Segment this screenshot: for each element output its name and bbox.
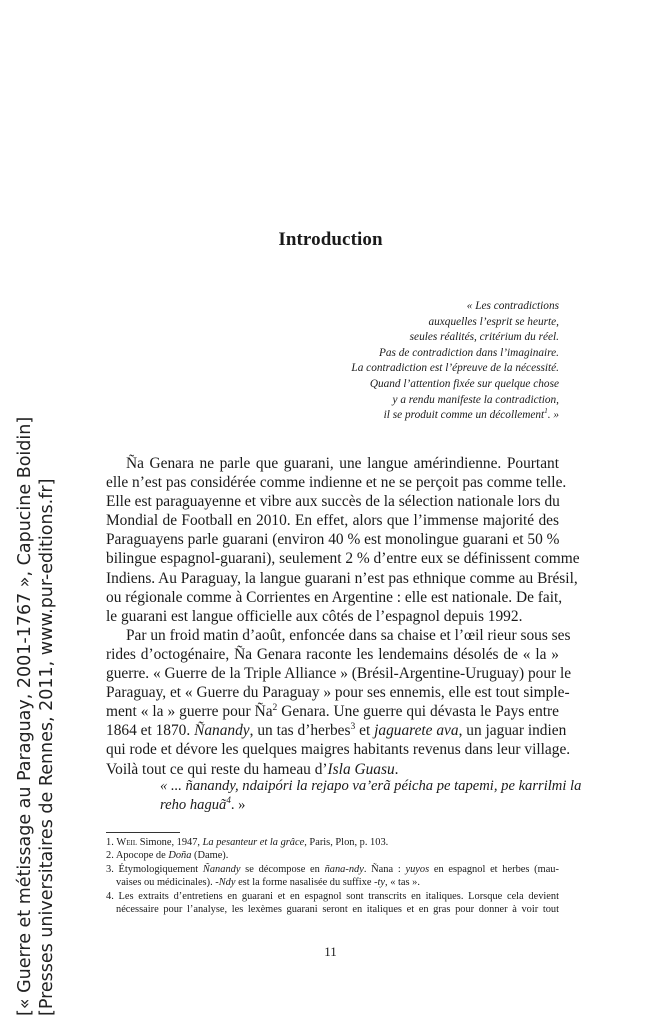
footnote-separator <box>106 832 180 833</box>
credit-line: [« Guerre et métissage au Paraguay, 2001-1767 », Capucine Boidin] <box>15 416 35 1016</box>
paragraph-line: Paraguay, et « Guerre du Paraguay » pour ses ennemis, elle est tout simple- <box>106 684 570 702</box>
body-text <box>106 454 580 779</box>
paragraph-line: Par un froid matin d’août, enfoncée dans sa chaise et l’œil rieur sous ses <box>126 626 571 644</box>
paragraph-line: Paraguayens parle guarani (environ 40 % est monolingue guarani et 50 % <box>106 531 560 549</box>
epigraph-line: y a rendu manifeste la contradiction, <box>392 393 559 406</box>
footnote-4: 4. Les extraits d’entretiens en guarani et en espagnol sont transcrits en italiques. Lorsque cela devient <box>106 890 559 902</box>
paragraph-line: 1864 et 1870. Ñanandy, un tas d’herbes$^3$ et jaguarete ava, un jaguar indien <box>106 721 567 740</box>
paragraph-line: guerre. « Guerre de la Triple Alliance » (Brésil-Argentine-Uruguay) pour le <box>106 665 572 683</box>
paragraph-line: qui rode et dévore les quelques maigres habitants revenus dans leur village. <box>106 741 571 759</box>
paragraph-line: le guarani est langue officielle aux côtés de l’espagnol depuis 1992. <box>106 607 523 625</box>
paragraph-line: ou régionale comme à Corrientes en Argentine : elle est nationale. De fait, <box>106 588 563 606</box>
credit-line[interactable]: [Presses universitaires de Rennes, 2011, www.pur-editions.fr] <box>37 478 57 1016</box>
paragraph-line: ment « la » guerre pour $Ña^2$ Genara. Une guerre qui dévasta le Pays entre <box>106 702 559 721</box>
epigraph-line: « Les contradictions <box>466 300 559 312</box>
footnote-4-continued: nécessaire pour l’analyse, les lexèmes guarani seront en italiques et en gras pour donner à voir tout <box>116 904 559 916</box>
footnote-3: 3. Étymologiquement Ñanandy se décompose en ñana-ndy. Ñana : yuyos en espagnol et herbes (mau- <box>106 863 559 875</box>
epigraph-line: il se produit comme un décollement$^1$. » <box>383 407 559 422</box>
footnote-ref[interactable]: 3 <box>350 721 356 733</box>
footnotes <box>106 836 559 916</box>
paragraph-line: Indiens. Au Paraguay, la langue guarani n’est pas ethnique comme au Brésil, <box>106 569 578 587</box>
paragraph-line: elle n’est pas considérée comme indienne et ne se perçoit pas comme telle. <box>106 474 567 492</box>
footnote-1: 1. Weil Simone, 1947, La pesanteur et la grâce, Paris, Plon, p. 103. <box>106 837 389 848</box>
footnote-ref[interactable]: 1 <box>544 407 548 416</box>
quote-line: « ... ñanandy, ndaipóri la rejapo va’erã péicha pe tapemi, pe karrilmi la <box>160 778 582 794</box>
paragraph-line: Ña Genara ne parle que guarani, une langue amérindienne. Pourtant <box>126 455 559 472</box>
footnote-3-continued: vaises ou médicinales). -Ndy est la forme nasalisée du suffixe -ty, « tas ». <box>116 877 420 889</box>
epigraph-line: Quand l’attention fixée sur quelque chose <box>369 377 559 390</box>
paragraph-line: Elle est paraguayenne et vibre aux succès de la sélection nationale lors du <box>106 493 560 511</box>
paragraph-line: rides d’octogénaire, Ña Genara raconte les lendemains désolés de « la » <box>106 645 559 663</box>
epigraph-line: Pas de contradiction dans l’imaginaire. <box>379 346 559 359</box>
page-number: 11 <box>324 944 337 959</box>
side-credit <box>14 417 58 1016</box>
epigraph-line: auxquelles l’esprit se heurte, <box>428 315 559 328</box>
footnote-ref[interactable]: 4 <box>226 795 231 806</box>
paragraph-line: Mondial de Football en 2010. En effet, alors que l’immense majorité des <box>106 512 559 530</box>
epigraph-line: La contradiction est l’épreuve de la nécessité. <box>351 362 559 375</box>
paragraph-line: bilingue espagnol-guarani), seulement 2 % d’entre eux se définissent comme <box>106 550 580 568</box>
footnote-2: 2. Apocope de Doña (Dame). <box>106 850 229 862</box>
chapter-title: Introduction <box>278 229 383 250</box>
paragraph-line: Voilà tout ce qui reste du hameau d’Isla Guasu. <box>106 760 399 778</box>
epigraph-line: seules réalités, critérium du réel. <box>409 331 559 344</box>
footnote-ref[interactable]: 2 <box>272 702 278 714</box>
quote-line: reho haguã$^4$. » <box>160 795 246 813</box>
epigraph <box>299 299 559 424</box>
block-quote <box>160 777 582 815</box>
